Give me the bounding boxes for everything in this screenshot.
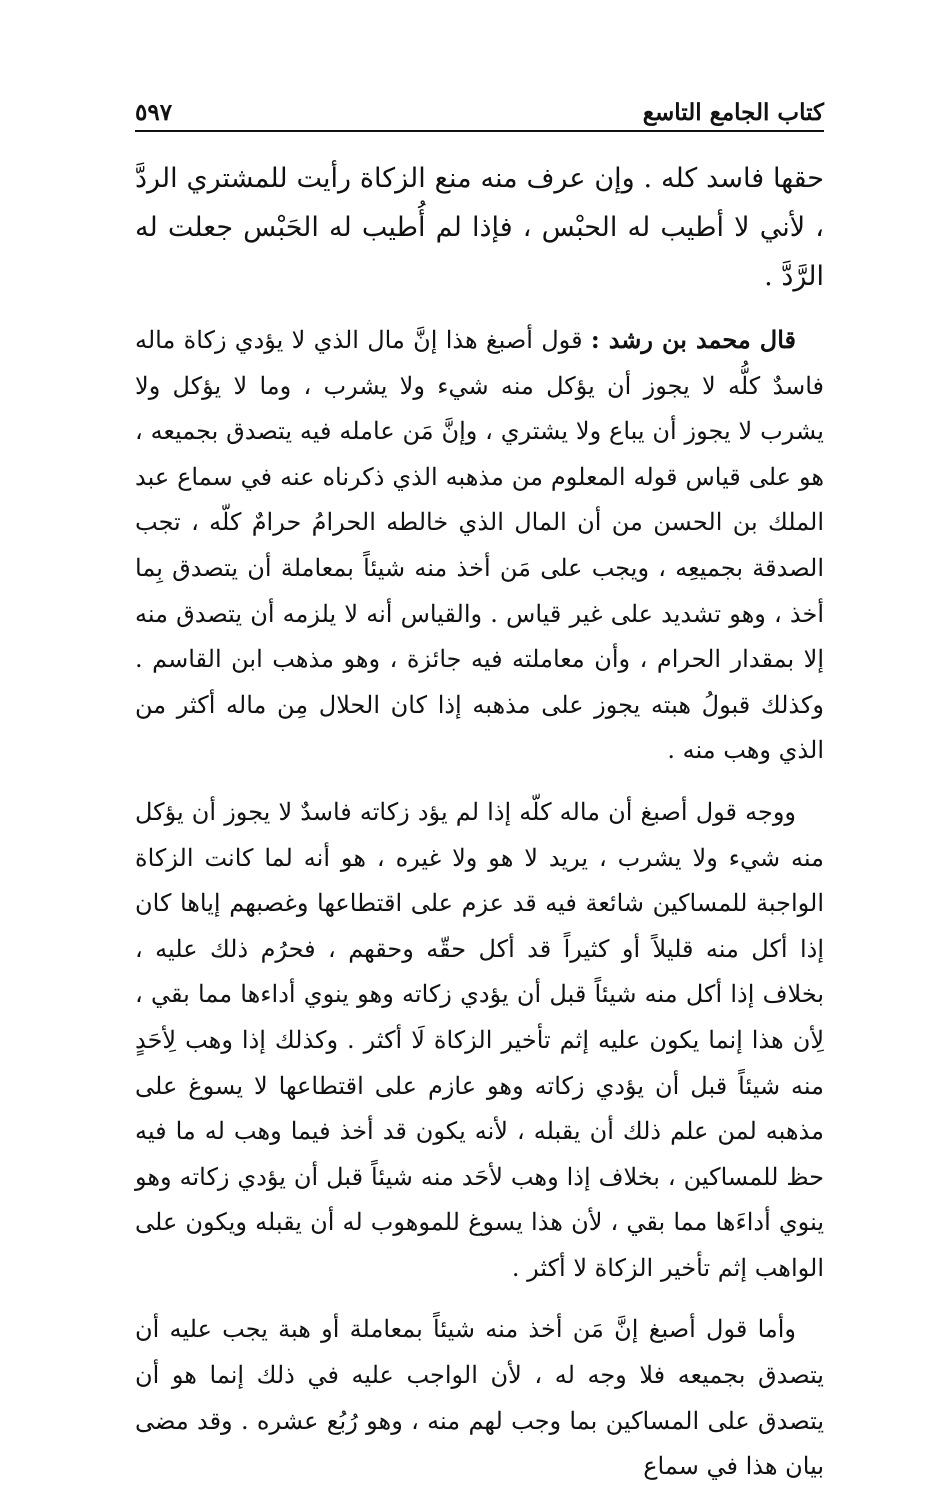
running-title: كتاب الجامع التاسع — [642, 99, 824, 126]
paragraph-2-text: قول أصبغ هذا إنَّ مال الذي لا يؤدي زكاة ماله فاسدٌ كلُّه لا يجوز أن يؤكل منه شيء ولا يشرب ، وما لا يؤكل ولا يشرب لا يجوز أن يباع ولا يشتري ، وإنَّ مَن عامله فيه يتصدق بجميعه ، هو على قياس قوله المعلوم من مذهبه الذي ذكرناه عنه في سماع عبد الملك بن الحسن من أن المال الذي خالطه الحرامُ حرامٌ كلّه ، تجب الصدقة بجميعِه ، ويجب على مَن أخذ منه شيئاً بمعاملة أن يتصدق بِما أخذ ، وهو تشديد على غير قياس . والقياس أنه لا يلزمه أن يتصدق منه إلا بمقدار الحرام ، وأن معاملته فيه جائزة ، وهو مذهب ابن القاسم . وكذلك قبولُ هبته يجوز على مذهبه إذا كان الحلال مِن ماله أكثر من الذي وهب منه . — [135, 326, 824, 765]
paragraph-1: حقها فاسد كله . وإن عرف منه منع الزكاة رأيت للمشتري الردَّ ، لأني لا أطيب له الحبْس ، فإذا لم أُطيب له الحَبْس جعلت له الرَّدَّ . — [135, 163, 824, 292]
page-number: ٥٩٧ — [135, 99, 173, 126]
page-body — [135, 154, 824, 1490]
paragraph-4: وأما قول أصبغ إنَّ مَن أخذ منه شيئاً بمعاملة أو هبة يجب عليه أن يتصدق بجميعه فلا وجه له ، لأن الواجب عليه في ذلك إنما هو أن يتصدق على المساكين بما وجب لهم منه ، وهو رُبُع عشره . وقد مضى بيان هذا في سماع — [135, 1315, 824, 1481]
page-header — [135, 90, 824, 132]
speaker-label: قال محمد بن رشد : — [590, 325, 796, 354]
paragraph-3: ووجه قول أصبغ أن ماله كلّه إذا لم يؤد زكاته فاسدٌ لا يجوز أن يؤكل منه شيء ولا يشرب ، يريد لا هو ولا غيره ، هو أنه لما كانت الزكاة الواجبة للمساكين شائعة فيه قد عزم على اقتطاعها وغصبهم إياها كان إذا أكل منه قليلاً أو كثيراً قد أكل حقّه وحقهم ، فحرُم ذلك عليه ، بخلاف إذا أكل منه شيئاً قبل أن يؤدي زكاته وهو ينوي أداءها مما بقي ، لِأن هذا إنما يكون عليه إثم تأخير الزكاة لَا أكثر . وكذلك إذا وهب لِأحَدٍ منه شيئاً قبل أن يؤدي زكاته وهو عازم على اقتطاعها لا يسوغ على مذهبه لمن علم ذلك أن يقبله ، لأنه يكون قد أخذ فيما وهب له ما فيه حظ للمساكين ، بخلاف إذا وهب لأحَد منه شيئاً قبل أن يؤدي زكاته وهو ينوي أداءَها مما بقي ، لأن هذا يسوغ للموهوب له أن يقبله ويكون على الواهب إثم تأخير الزكاة لا أكثر . — [135, 797, 825, 1282]
paragraph-2 — [135, 317, 824, 774]
